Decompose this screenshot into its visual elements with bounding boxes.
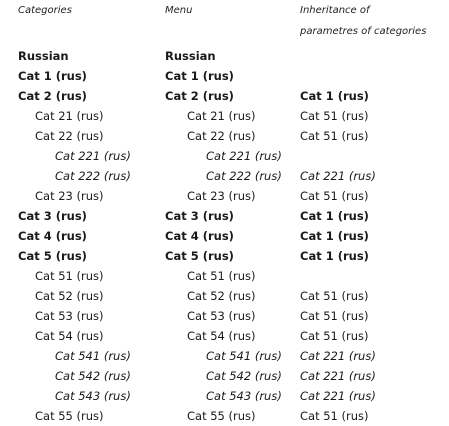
category-item: Cat 51 (rus) xyxy=(35,269,104,283)
category-item: Cat 2 (rus) xyxy=(18,89,87,103)
menu-item: Cat 22 (rus) xyxy=(187,129,256,143)
menu-item: Cat 542 (rus) xyxy=(206,369,282,383)
menu-item: Cat 543 (rus) xyxy=(206,389,282,403)
menu-item: Cat 4 (rus) xyxy=(165,229,234,243)
menu-item: Cat 55 (rus) xyxy=(187,409,256,423)
inherited-category: Cat 221 (rus) xyxy=(300,389,376,403)
menu-header: Menu xyxy=(165,5,193,16)
inheritance-header-line2: parametres of categories xyxy=(300,26,427,37)
inherited-category: Cat 1 (rus) xyxy=(300,229,369,243)
menu-item: Cat 52 (rus) xyxy=(187,289,256,303)
category-item: Cat 53 (rus) xyxy=(35,309,104,323)
category-item: Cat 22 (rus) xyxy=(35,129,104,143)
inherited-category: Cat 51 (rus) xyxy=(300,409,369,423)
menu-item: Cat 53 (rus) xyxy=(187,309,256,323)
category-item: Cat 1 (rus) xyxy=(18,69,87,83)
menu-item: Cat 541 (rus) xyxy=(206,349,282,363)
category-item: Cat 541 (rus) xyxy=(55,349,131,363)
menu-item: Cat 51 (rus) xyxy=(187,269,256,283)
category-item: Cat 54 (rus) xyxy=(35,329,104,343)
inherited-category: Cat 221 (rus) xyxy=(300,349,376,363)
inherited-category: Cat 51 (rus) xyxy=(300,109,369,123)
menu-item: Cat 2 (rus) xyxy=(165,89,234,103)
category-item: Cat 3 (rus) xyxy=(18,209,87,223)
category-item: Cat 221 (rus) xyxy=(55,149,131,163)
menu-item: Cat 54 (rus) xyxy=(187,329,256,343)
inheritance-header-line1: Inheritance of xyxy=(300,5,370,16)
category-item: Cat 21 (rus) xyxy=(35,109,104,123)
inherited-category: Cat 1 (rus) xyxy=(300,249,369,263)
menu-item: Cat 221 (rus) xyxy=(206,149,282,163)
inherited-category: Cat 221 (rus) xyxy=(300,369,376,383)
menu-item: Cat 3 (rus) xyxy=(165,209,234,223)
inherited-category: Cat 51 (rus) xyxy=(300,189,369,203)
inherited-category: Cat 1 (rus) xyxy=(300,89,369,103)
category-item: Cat 543 (rus) xyxy=(55,389,131,403)
inherited-category: Cat 221 (rus) xyxy=(300,169,376,183)
category-item: Cat 4 (rus) xyxy=(18,229,87,243)
categories-header: Categories xyxy=(18,5,72,16)
menu-item: Cat 1 (rus) xyxy=(165,69,234,83)
menu-item: Cat 21 (rus) xyxy=(187,109,256,123)
category-item: Cat 542 (rus) xyxy=(55,369,131,383)
category-item: Cat 52 (rus) xyxy=(35,289,104,303)
category-item: Cat 5 (rus) xyxy=(18,249,87,263)
category-item: Cat 222 (rus) xyxy=(55,169,131,183)
menu-item: Cat 23 (rus) xyxy=(187,189,256,203)
category-item: Cat 55 (rus) xyxy=(35,409,104,423)
inherited-category: Cat 51 (rus) xyxy=(300,329,369,343)
inherited-category: Cat 51 (rus) xyxy=(300,309,369,323)
menu-item: Cat 222 (rus) xyxy=(206,169,282,183)
inherited-category: Cat 51 (rus) xyxy=(300,289,369,303)
menu-item: Cat 5 (rus) xyxy=(165,249,234,263)
inherited-category: Cat 51 (rus) xyxy=(300,129,369,143)
category-item: Cat 23 (rus) xyxy=(35,189,104,203)
inherited-category: Cat 1 (rus) xyxy=(300,209,369,223)
menu-item: Russian xyxy=(165,49,216,63)
category-item: Russian xyxy=(18,49,69,63)
